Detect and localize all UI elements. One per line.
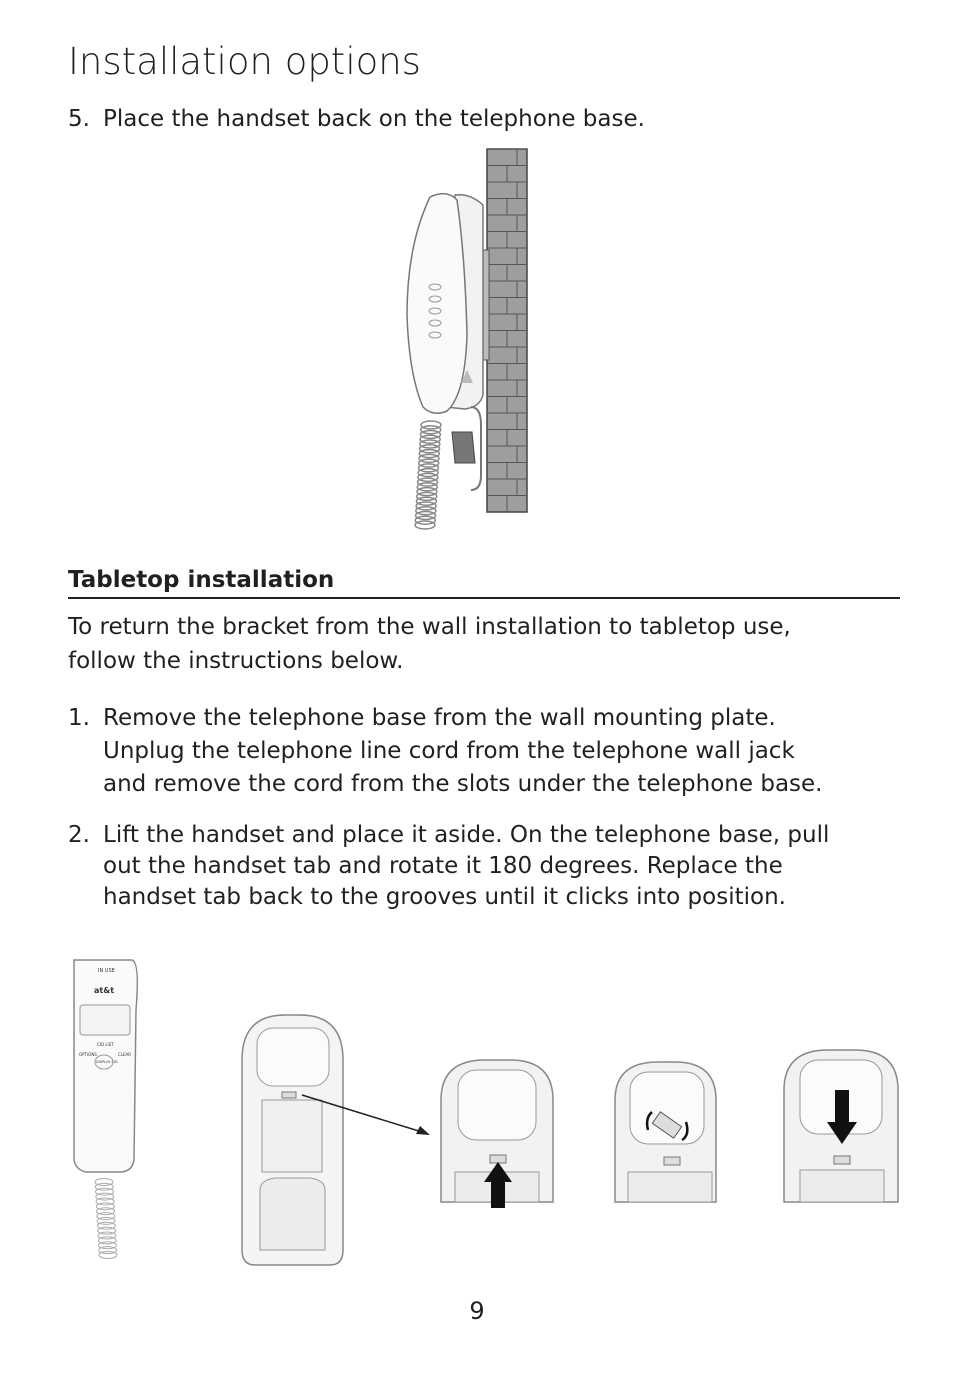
intro-line: follow the instructions below. — [68, 648, 404, 674]
detail-rotate-tab — [615, 1062, 716, 1202]
step-line: and remove the cord from the slots under the telephone base. — [103, 771, 823, 797]
step-text — [103, 702, 822, 801]
page-title: Installation options — [68, 40, 421, 83]
step-line: out the handset tab and rotate it 180 degrees. Replace the — [103, 853, 783, 879]
base-top-view — [242, 1015, 343, 1265]
cid-list-label: CID LIST — [97, 1042, 114, 1047]
step-number: 1. — [68, 705, 90, 731]
tabletop-illustration — [60, 950, 910, 1270]
brick-wall — [487, 149, 527, 512]
step-text — [103, 820, 829, 913]
wall-mount-illustration — [395, 145, 535, 540]
in-use-label: IN USE — [98, 968, 115, 974]
handset — [407, 194, 467, 414]
intro-line: To return the bracket from the wall installation to tabletop use, — [68, 614, 791, 640]
step-text: Place the handset back on the telephone base. — [103, 106, 645, 132]
tabletop-intro — [68, 610, 908, 678]
section-heading-tabletop: Tabletop installation — [68, 563, 900, 599]
detail-replace-tab — [784, 1050, 898, 1202]
wall-jack — [452, 432, 475, 463]
handset-front — [74, 960, 137, 1259]
step-line: handset tab back to the grooves until it clicks into position. — [103, 884, 786, 910]
coil-loop — [99, 1252, 117, 1259]
step-number: 2. — [68, 822, 90, 848]
pointer-arrowhead — [416, 1126, 430, 1135]
tabletop-step-1 — [68, 702, 908, 804]
step-line: Lift the handset and place it aside. On the telephone base, pull — [103, 822, 830, 848]
brand-label: at&t — [94, 986, 115, 995]
step-line: Unplug the telephone line cord from the telephone wall jack — [103, 738, 795, 764]
clear-label: CLEAR — [118, 1052, 132, 1057]
display-cid-label: DISPLAY CID — [96, 1060, 118, 1064]
step-5 — [68, 103, 768, 137]
page-number: 9 — [469, 1297, 485, 1325]
tabletop-step-2 — [68, 820, 908, 920]
coil-loop — [415, 521, 435, 529]
step-number: 5. — [68, 106, 90, 132]
options-label: OPTIONS — [79, 1052, 97, 1057]
step-line: Remove the telephone base from the wall mounting plate. — [103, 705, 776, 731]
coiled-cord — [415, 421, 441, 529]
detail-pull-tab — [441, 1060, 553, 1208]
